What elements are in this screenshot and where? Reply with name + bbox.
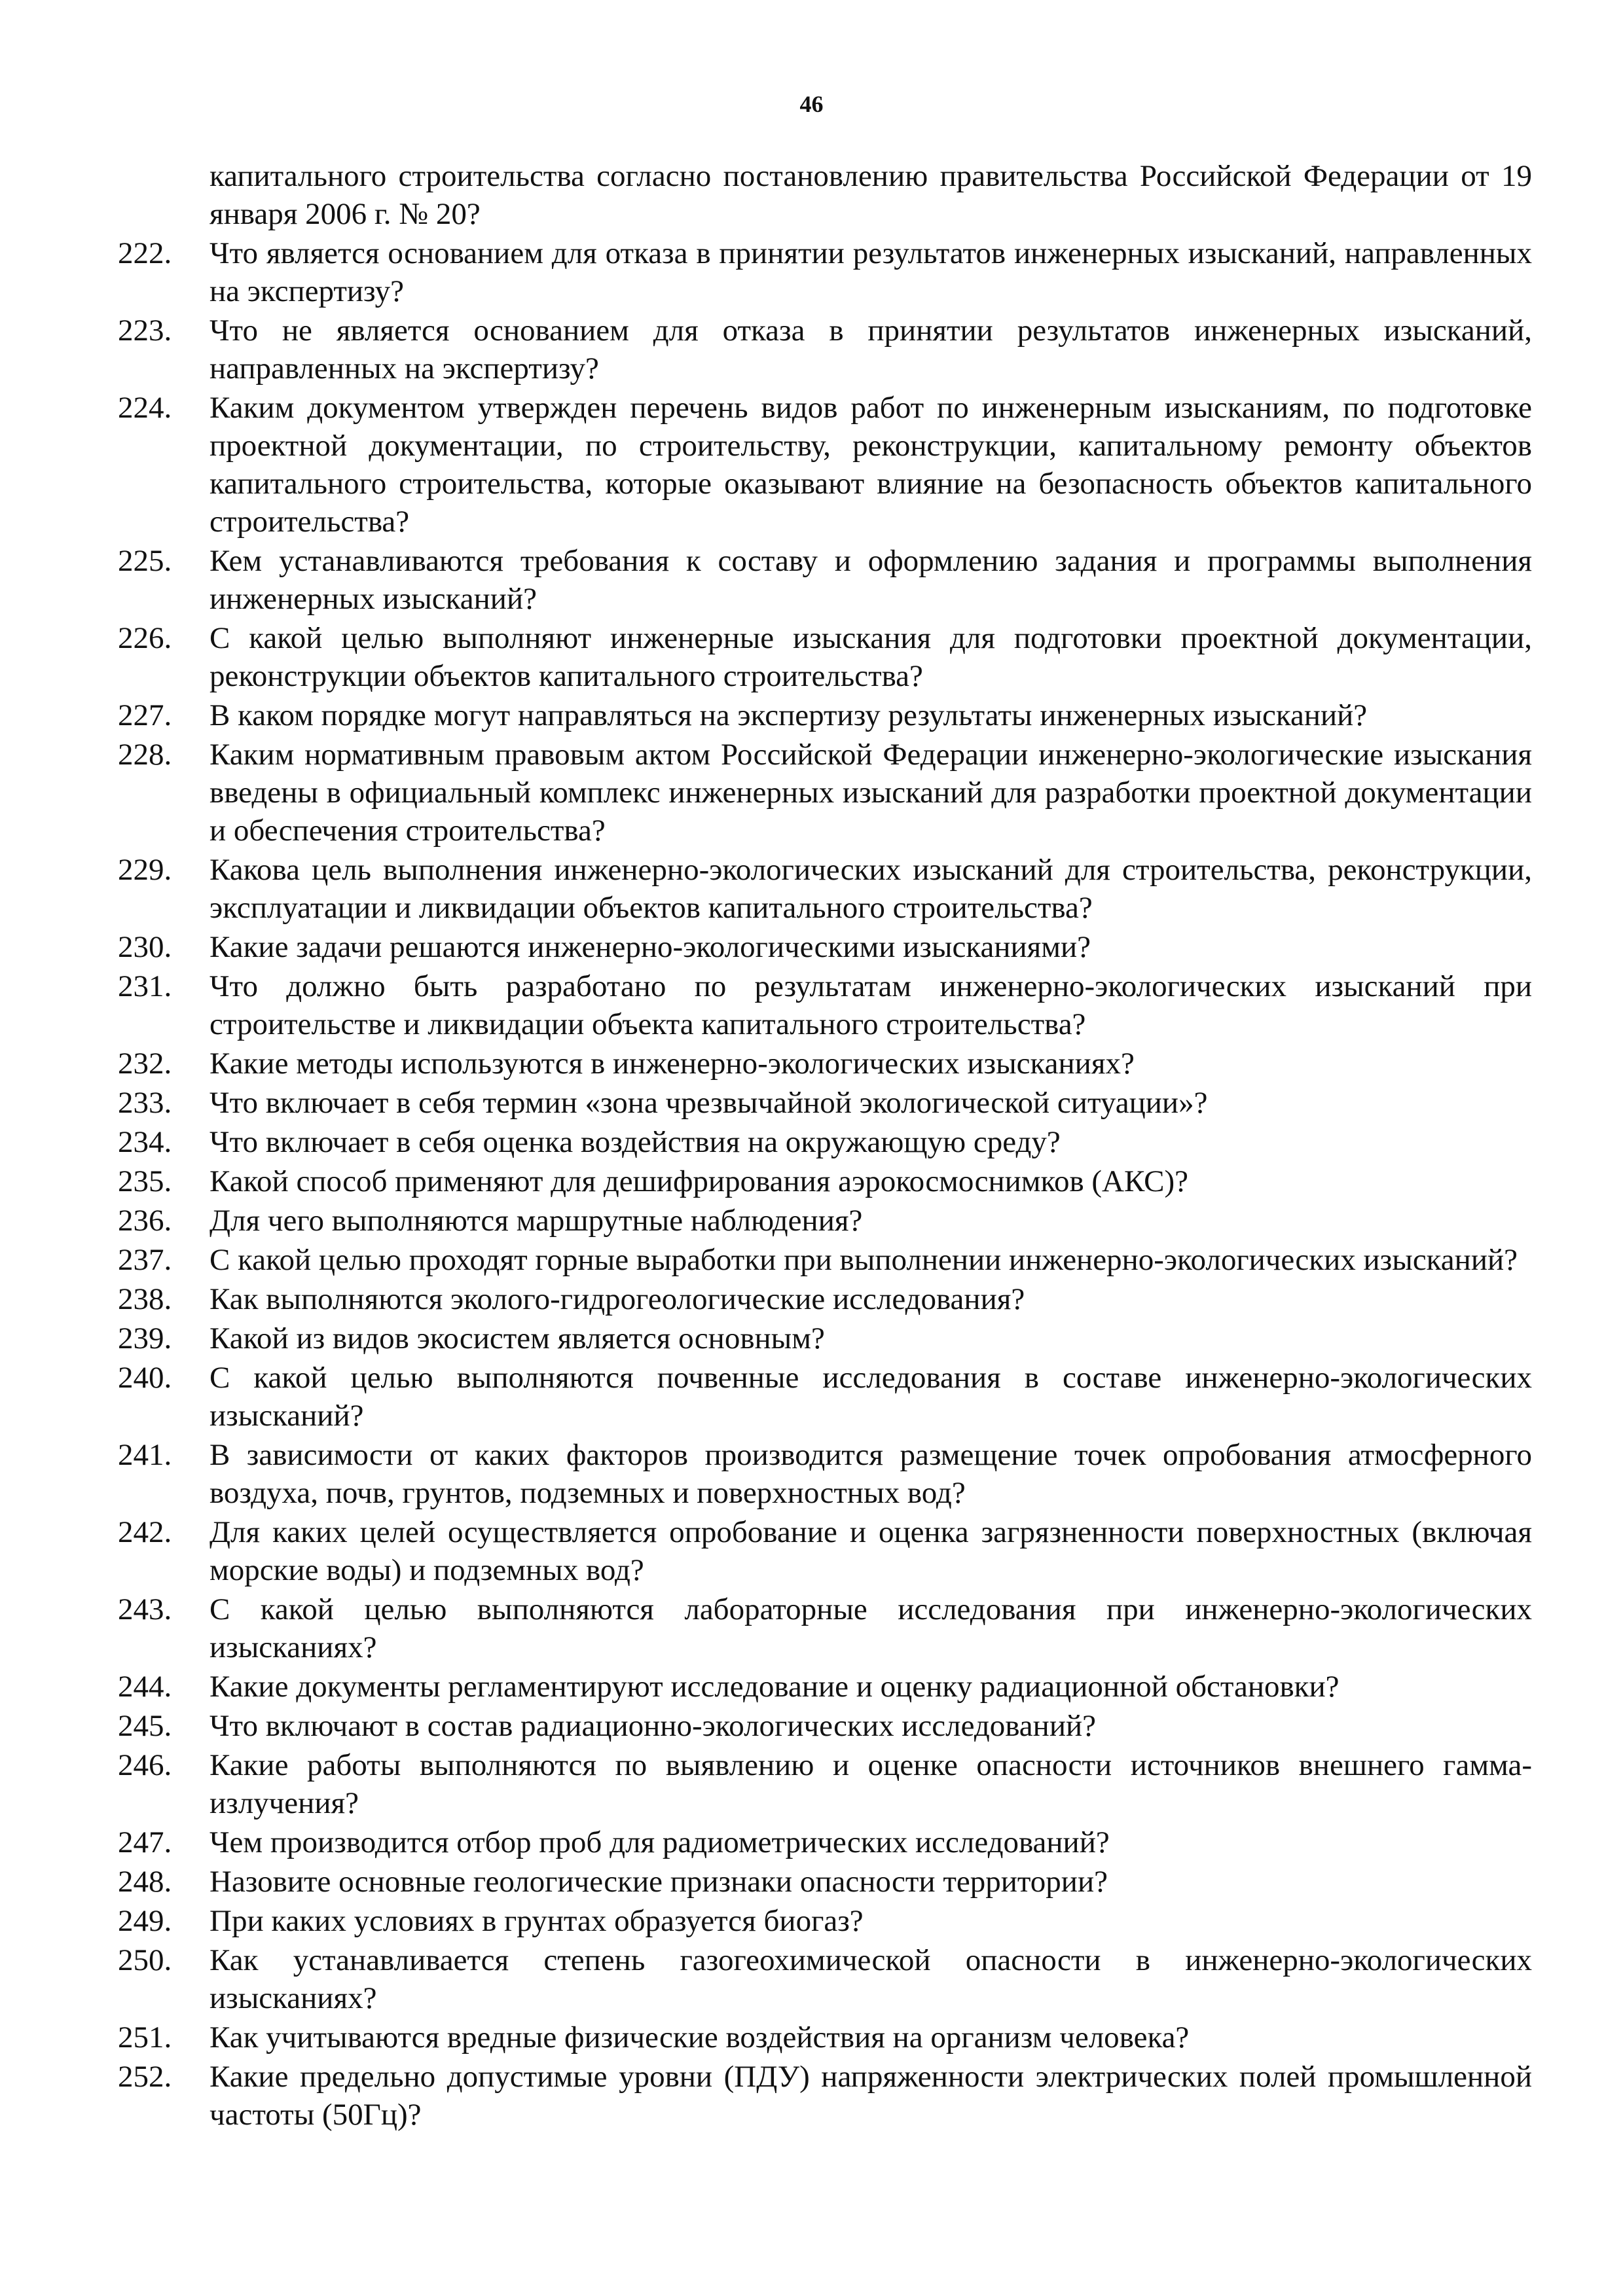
question-number: 233. xyxy=(118,1086,172,1120)
continuation-text: капитального строительства согласно постановлению правительства Российской Федерации от 19 января 2006 г. № 20? xyxy=(210,159,1532,231)
question-number: 224. xyxy=(118,391,172,425)
question-items xyxy=(118,234,1532,2134)
question-item xyxy=(118,1280,1532,1318)
question-number: 248. xyxy=(118,1865,172,1899)
question-number: 245. xyxy=(118,1709,172,1743)
question-number: 250. xyxy=(118,1943,172,1977)
question-text: Как учитываются вредные физические воздействия на организм человека? xyxy=(210,2020,1190,2054)
question-number: 223. xyxy=(118,314,172,348)
question-item xyxy=(118,1359,1532,1435)
question-number: 246. xyxy=(118,1748,172,1782)
question-item xyxy=(118,1084,1532,1122)
question-text: Какие документы регламентируют исследование и оценку радиационной обстановки? xyxy=(210,1670,1340,1704)
question-item xyxy=(118,312,1532,387)
question-item xyxy=(118,928,1532,966)
question-list xyxy=(118,157,1532,2134)
question-text: При каких условиях в грунтах образуется биогаз? xyxy=(210,1904,864,1938)
question-text: Для каких целей осуществляется опробование и оценка загрязненности поверхностных (включая морские воды) и подземных вод? xyxy=(210,1515,1532,1587)
question-text: Что включают в состав радиационно-экологических исследований? xyxy=(210,1709,1096,1743)
question-item xyxy=(118,1513,1532,1589)
question-number: 222. xyxy=(118,236,172,270)
question-text: Что не является основанием для отказа в принятии результатов инженерных изысканий, направленных на экспертизу? xyxy=(210,314,1532,386)
question-text: Как выполняются эколого-гидрогеологические исследования? xyxy=(210,1282,1025,1316)
question-text: Какие предельно допустимые уровни (ПДУ) напряженности электрических полей промышленной частоты (50Гц)? xyxy=(210,2060,1532,2132)
question-text: Чем производится отбор проб для радиометрических исследований? xyxy=(210,1825,1110,1859)
question-item xyxy=(118,1162,1532,1200)
question-number: 239. xyxy=(118,1321,172,1355)
question-text: Какой способ применяют для дешифрирования аэрокосмоснимков (АКС)? xyxy=(210,1164,1189,1198)
question-text: Для чего выполняются маршрутные наблюдения? xyxy=(210,1204,863,1238)
question-number: 249. xyxy=(118,1904,172,1938)
question-text: Каким документом утвержден перечень видов работ по инженерным изысканиям, по подготовке проектной документации, по строительству, реконструкции, капитальному ремонту объектов капитального строительства, которые оказывают влияние на безопасность объектов капитального строительства? xyxy=(210,391,1532,539)
question-number: 230. xyxy=(118,930,172,964)
question-text: Что включает в себя термин «зона чрезвычайной экологической ситуации»? xyxy=(210,1086,1208,1120)
question-item xyxy=(118,234,1532,310)
question-number: 241. xyxy=(118,1438,172,1472)
question-item xyxy=(118,1941,1532,2017)
question-item xyxy=(118,1123,1532,1161)
question-text: С какой целью выполняются почвенные исследования в составе инженерно-экологических изысканий? xyxy=(210,1361,1532,1433)
question-item xyxy=(118,1823,1532,1861)
question-item xyxy=(118,619,1532,695)
question-number: 236. xyxy=(118,1204,172,1238)
question-number: 240. xyxy=(118,1361,172,1395)
question-item xyxy=(118,1863,1532,1901)
question-text: Как устанавливается степень газогеохимической опасности в инженерно-экологических изысканиях? xyxy=(210,1943,1532,2015)
question-text: Какова цель выполнения инженерно-экологических изысканий для строительства, реконструкции, эксплуатации и ликвидации объектов капитального строительства? xyxy=(210,853,1532,925)
question-number: 251. xyxy=(118,2020,172,2054)
question-number: 242. xyxy=(118,1515,172,1549)
question-number: 247. xyxy=(118,1825,172,1859)
question-number: 231. xyxy=(118,969,172,1003)
question-text: Каким нормативным правовым актом Российской Федерации инженерно-экологические изыскания введены в официальный комплекс инженерных изысканий для разработки проектной документации и обеспечения строительства? xyxy=(210,738,1532,848)
question-text: Какие работы выполняются по выявлению и оценке опасности источников внешнего гамма-излучения? xyxy=(210,1748,1532,1820)
question-number: 252. xyxy=(118,2060,172,2094)
question-item xyxy=(118,542,1532,618)
question-text: Кем устанавливаются требования к составу и оформлению задания и программы выполнения инженерных изысканий? xyxy=(210,544,1532,616)
question-item xyxy=(118,1202,1532,1240)
question-number: 225. xyxy=(118,544,172,578)
question-item xyxy=(118,696,1532,734)
question-item xyxy=(118,1902,1532,1940)
question-text: В каком порядке могут направляться на экспертизу результаты инженерных изысканий? xyxy=(210,698,1368,732)
question-item xyxy=(118,2058,1532,2134)
question-item xyxy=(118,1241,1532,1279)
question-item xyxy=(118,389,1532,541)
question-number: 228. xyxy=(118,738,172,772)
question-item xyxy=(118,851,1532,927)
question-number: 243. xyxy=(118,1592,172,1626)
question-item xyxy=(118,2018,1532,2056)
question-number: 232. xyxy=(118,1047,172,1081)
question-number: 227. xyxy=(118,698,172,732)
question-number: 226. xyxy=(118,621,172,655)
question-text: Какой из видов экосистем является основным? xyxy=(210,1321,825,1355)
question-item xyxy=(118,1436,1532,1512)
question-item xyxy=(118,1668,1532,1706)
question-item xyxy=(118,736,1532,850)
question-text: Что является основанием для отказа в принятии результатов инженерных изысканий, направленных на экспертизу? xyxy=(210,236,1532,308)
question-item xyxy=(118,1590,1532,1666)
question-item xyxy=(118,1746,1532,1822)
question-text: Что должно быть разработано по результатам инженерно-экологических изысканий при строительстве и ликвидации объекта капитального строительства? xyxy=(210,969,1532,1041)
question-text: С какой целью выполняют инженерные изыскания для подготовки проектной документации, реконструкции объектов капитального строительства? xyxy=(210,621,1532,693)
question-text: Какие методы используются в инженерно-экологических изысканиях? xyxy=(210,1047,1135,1081)
page-number: 46 xyxy=(799,91,824,117)
question-number: 237. xyxy=(118,1243,172,1277)
question-item xyxy=(118,1707,1532,1745)
question-number: 234. xyxy=(118,1125,172,1159)
question-text: В зависимости от каких факторов производится размещение точек опробования атмосферного воздуха, почв, грунтов, подземных и поверхностных вод? xyxy=(210,1438,1532,1510)
question-text: Что включает в себя оценка воздействия на окружающую среду? xyxy=(210,1125,1061,1159)
question-item xyxy=(118,1045,1532,1083)
question-text: Какие задачи решаются инженерно-экологическими изысканиями? xyxy=(210,930,1091,964)
question-number: 244. xyxy=(118,1670,172,1704)
question-number: 235. xyxy=(118,1164,172,1198)
question-item xyxy=(118,1319,1532,1357)
question-item xyxy=(118,967,1532,1043)
question-number: 229. xyxy=(118,853,172,887)
question-text: С какой целью проходят горные выработки при выполнении инженерно-экологических изысканий? xyxy=(210,1243,1518,1277)
question-text: Назовите основные геологические признаки опасности территории? xyxy=(210,1865,1108,1899)
question-text: С какой целью выполняются лабораторные исследования при инженерно-экологических изысканиях? xyxy=(210,1592,1532,1664)
question-number: 238. xyxy=(118,1282,172,1316)
